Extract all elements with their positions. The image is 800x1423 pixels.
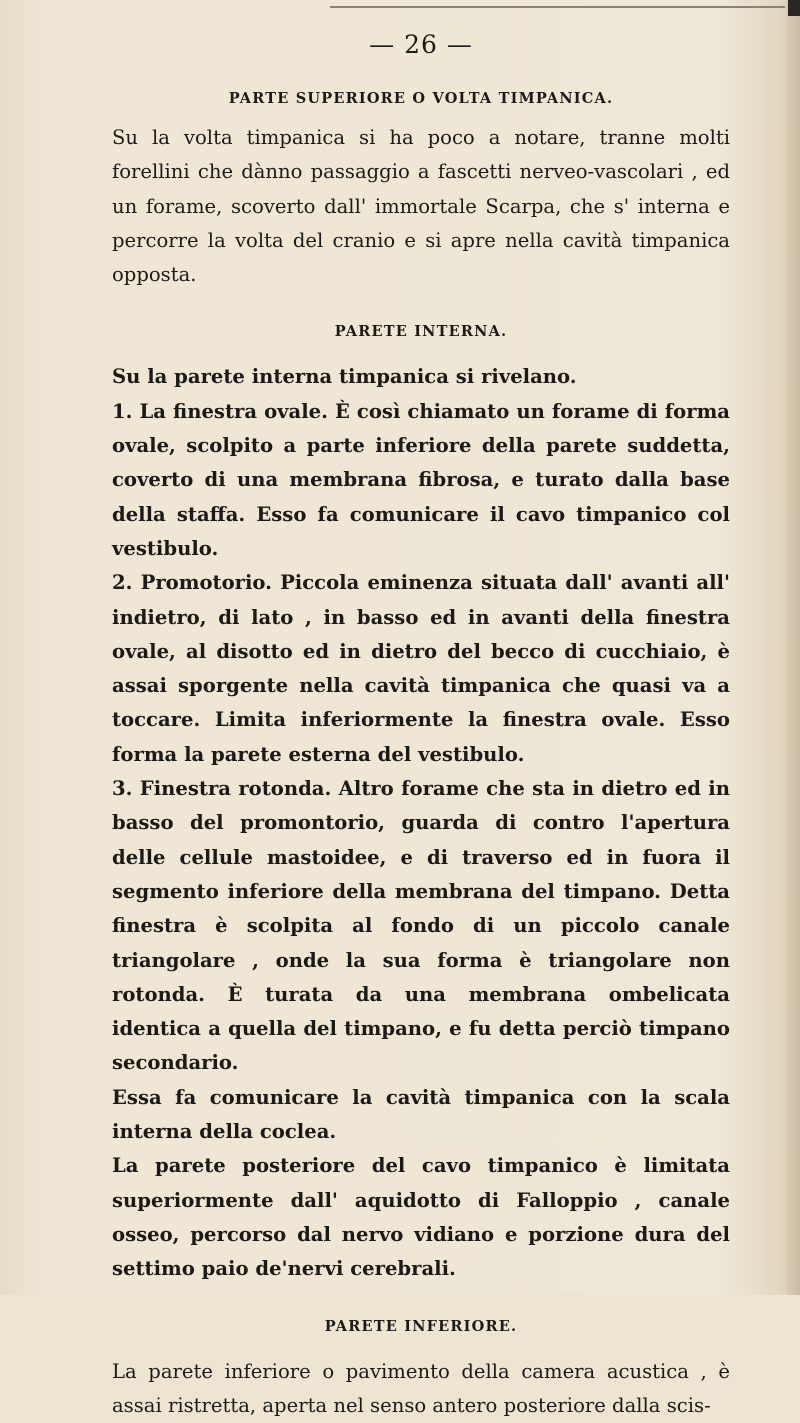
paragraph: Su la parete interna timpanica si rivelano. <box>112 360 730 394</box>
section-heading-parte-superiore: PARTE SUPERIORE O VOLTA TIMPANICA. <box>112 87 730 111</box>
paragraph-finestra-ovale: 1. La finestra ovale. È così chiamato un forame di forma ovale, scolpito a parte inferiore della parete suddetta, coverto di una membrana fibrosa, e turato dalla base della staffa. Esso fa comunicare il cavo timpanico col vestibulo. <box>112 395 730 566</box>
top-rule <box>330 6 785 8</box>
page-content <box>112 30 730 1423</box>
page-number: — 26 — <box>112 30 730 59</box>
paragraph-finestra-rotonda: 3. Finestra rotonda. Altro forame che sta in dietro ed in basso del promontorio, guarda di contro l'apertura delle cellule mastoidee, e di traverso ed in fuora il segmento inferiore della membrana del timpano. Detta finestra è scolpita al fondo di un piccolo canale triangolare , onde la sua forma è triangolare non rotonda. È turata da una membrana ombelicata identica a quella del timpano, e fu detta perciò timpano secondario. <box>112 772 730 1081</box>
paragraph: La parete posteriore del cavo timpanico è limitata superiormente dall' aquidotto di Falloppio , canale osseo, percorso dal nervo vidiano e porzione dura del settimo paio de'nervi cerebrali. <box>112 1149 730 1286</box>
page-edge <box>786 0 800 1295</box>
paragraph: Essa fa comunicare la cavità timpanica con la scala interna della coclea. <box>112 1081 730 1150</box>
paragraph-promotorio: 2. Promotorio. Piccola eminenza situata dall' avanti all' indietro, di lato , in basso ed in avanti della finestra ovale, al disotto ed in dietro del becco di cucchiaio, è assai sporgente nella cavità timpanica che quasi va a toccare. Limita inferiormente la finestra ovale. Esso forma la parete esterna del vestibulo. <box>112 566 730 772</box>
section-heading-parete-inferiore: PARETE INFERIORE. <box>112 1315 730 1339</box>
corner-mark <box>788 0 800 16</box>
section-heading-parete-interna: PARETE INTERNA. <box>112 320 730 344</box>
paragraph: La parete inferiore o pavimento della camera acustica , è assai ristretta, aperta nel senso antero posteriore dalla scis- <box>112 1355 730 1423</box>
paragraph: Su la volta timpanica si ha poco a notare, tranne molti forellini che dànno passaggio a fascetti nerveo-vascolari , ed un forame, scoverto dall' immortale Scarpa, che s' interna e percorre la volta del cranio e si apre nella cavità timpanica opposta. <box>112 121 730 292</box>
